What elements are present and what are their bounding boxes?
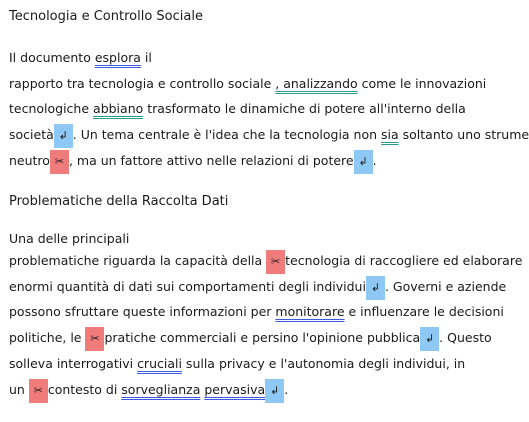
- text-segment: solleva interrogativi: [9, 356, 138, 371]
- section-heading: Problematiche della Raccolta Dati: [9, 194, 229, 209]
- flagged-word[interactable]: esplora: [94, 50, 141, 65]
- flagged-word[interactable]: , analizzando: [275, 76, 358, 91]
- text-segment: rapporto tra tecnologia e controllo sociale: [9, 76, 276, 91]
- text-segment: tecnologiche: [9, 101, 94, 116]
- scissors-icon[interactable]: ✂: [85, 327, 104, 351]
- flagged-word[interactable]: pervasiva: [204, 382, 266, 397]
- text-segment: come le innovazioni: [357, 76, 487, 91]
- scissors-icon[interactable]: ✂: [50, 150, 69, 174]
- return-icon[interactable]: ↲: [366, 276, 385, 300]
- document-title: Tecnologia e Controllo Sociale: [9, 9, 203, 24]
- flagged-word[interactable]: sorveglianza: [121, 382, 201, 397]
- return-icon[interactable]: ↲: [420, 327, 439, 351]
- text-segment: .: [372, 153, 377, 168]
- text-segment: .: [284, 382, 289, 397]
- scissors-icon[interactable]: ✂: [29, 379, 48, 403]
- paragraph-1-line-2: [9, 73, 486, 95]
- text-segment: società: [9, 127, 54, 142]
- text-segment: sulla privacy e l'autonomia degli individui, in: [181, 356, 466, 371]
- text-segment: trasformato le dinamiche di potere all'interno della: [143, 101, 466, 116]
- text-segment: possono sfruttare queste informazioni per: [9, 304, 276, 319]
- text-segment: il: [140, 50, 152, 65]
- paragraph-2-line-4: [9, 301, 504, 323]
- paragraph-2-line-2: [9, 250, 522, 272]
- text-segment: problematiche riguarda la capacità della: [9, 253, 267, 268]
- paragraph-1-line-5: [9, 150, 377, 172]
- text-segment: . Governi e aziende: [384, 279, 507, 294]
- return-icon[interactable]: ↲: [265, 379, 284, 403]
- scissors-icon[interactable]: ✂: [266, 250, 285, 274]
- flagged-word[interactable]: abbiano: [93, 101, 144, 116]
- text-segment: tecnologia di raccogliere ed elaborare: [285, 253, 523, 268]
- text-segment: un: [9, 382, 29, 397]
- text-segment: soltanto uno strume: [398, 127, 529, 142]
- text-segment: . Un tema centrale è l'idea che la tecnologia non: [72, 127, 382, 142]
- text-segment: . Questo: [439, 330, 492, 345]
- flagged-word[interactable]: cruciali: [137, 356, 182, 371]
- paragraph-1-line-4: [9, 124, 529, 146]
- paragraph-2-line-7: [9, 379, 288, 401]
- text-segment: politiche, le: [9, 330, 86, 345]
- text-segment: contesto di: [47, 382, 122, 397]
- text-segment: enormi quantità di dati sui comportamenti degli individui: [9, 279, 366, 294]
- text-segment: e influenzare le decisioni: [344, 304, 504, 319]
- text-segment: Una delle principali: [9, 231, 130, 246]
- flagged-word[interactable]: sia: [381, 127, 399, 142]
- text-segment: Il documento: [9, 50, 95, 65]
- paragraph-2-line-5: [9, 327, 492, 349]
- paragraph-2-line-3: [9, 276, 506, 298]
- paragraph-2-line-1: [9, 228, 129, 250]
- flagged-word[interactable]: monitorare: [275, 304, 345, 319]
- text-segment: pratiche commerciali e persino l'opinione pubblica: [104, 330, 421, 345]
- text-segment: neutro: [9, 153, 50, 168]
- paragraph-2-line-6: [9, 353, 465, 375]
- paragraph-1-line-3: [9, 98, 466, 120]
- paragraph-1-line-1: [9, 47, 152, 69]
- return-icon[interactable]: ↲: [54, 124, 73, 148]
- text-segment: , ma un fattore attivo nelle relazioni di potere: [68, 153, 354, 168]
- return-icon[interactable]: ↲: [354, 150, 373, 174]
